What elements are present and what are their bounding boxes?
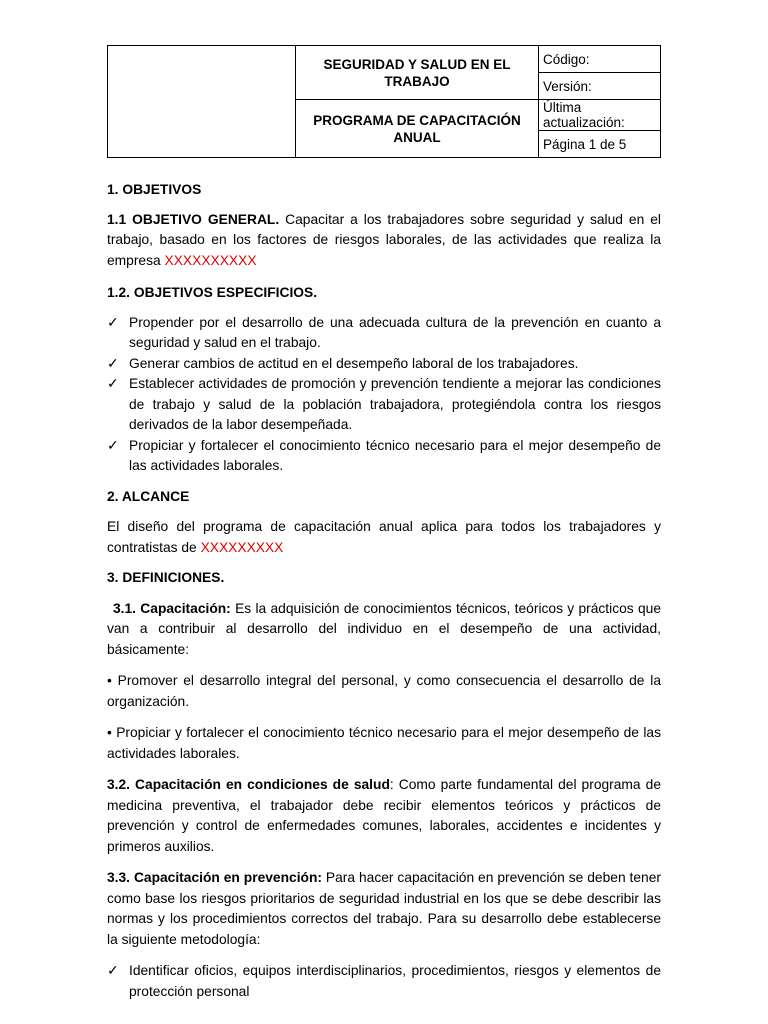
logo-cell	[108, 46, 296, 158]
definicion-bullet: • Propiciar y fortalecer el conocimiento técnico necesario para el mejor desempeño de las actividades laborales.	[107, 725, 661, 761]
objetivo-general-text: Capacitar a los trabajadores sobre seguridad y salud en el trabajo, basado en los factores de riesgos laborales, de las actividades que realiza la empresa	[107, 211, 661, 268]
company-placeholder: XXXXXXXXXX	[164, 252, 257, 268]
metodologia-list	[107, 961, 661, 1002]
checkmark-icon: ✓	[107, 376, 119, 391]
document-body	[107, 180, 661, 1002]
codigo-field: Código:	[539, 46, 661, 73]
objetivo-general-label: 1.1 OBJETIVO GENERAL.	[107, 211, 280, 227]
section-heading-especificos: 1.2. OBJETIVOS ESPECIFICIOS.	[107, 285, 318, 300]
list-item: ✓ Generar cambios de actitud en el desempeño laboral de los trabajadores.	[107, 354, 661, 375]
checkmark-icon: ✓	[107, 314, 119, 330]
checkmark-icon: ✓	[107, 963, 119, 978]
section-heading-alcance: 2. ALCANCE	[107, 488, 190, 504]
section-heading-objetivos: 1. OBJETIVOS	[107, 182, 202, 197]
section-heading-definiciones: 3. DEFINICIONES.	[107, 570, 225, 585]
definicion-condiciones-salud: 3.2. Capacitación en condiciones de salud: Como parte fundamental del programa de medicina preventiva, el trabajador debe recibir elementos teóricos y prácticos de prevención y control de enfermedades comunes, laborales, accidentes e incidentes y primeros auxilios.	[107, 777, 661, 854]
version-field: Versión:	[539, 73, 661, 100]
page-number: Página 1 de 5	[539, 131, 661, 158]
alcance-paragraph: El diseño del programa de capacitación anual aplica para todos los trabajadores y contratistas de XXXXXXXXX	[107, 519, 661, 555]
definicion-capacitacion: 3.1. Capacitación: Es la adquisición de conocimientos técnicos, teóricos y prácticos que van a contribuir al desarrollo del individuo en el desempeño de una actividad, básicamente:	[107, 600, 661, 657]
document-header-table	[107, 45, 661, 158]
list-item: ✓ Propiciar y fortalecer el conocimiento técnico necesario para el mejor desempeño de las actividades laborales.	[107, 437, 661, 473]
list-item: ✓ Identificar oficios, equipos interdisciplinarios, procedimientos, riesgos y elementos de protección personal	[107, 963, 661, 999]
last-update-field: Última actualización:	[539, 100, 661, 131]
company-placeholder: XXXXXXXXX	[200, 539, 284, 555]
definicion-bullet: • Promover el desarrollo integral del personal, y como consecuencia el desarrollo de la organización.	[107, 673, 661, 709]
checkmark-icon: ✓	[107, 355, 119, 371]
list-item: ✓ Propender por el desarrollo de una adecuada cultura de la prevención en cuanto a seguridad y salud en el trabajo.	[107, 314, 661, 350]
definicion-prevencion: 3.3. Capacitación en prevención: Para hacer capacitación en prevención se deben tener como base los riesgos prioritarios de seguridad industrial en los que se debe describir las normas y los procedimientos correctos del trabajo. Para su desarrollo debe establecerse la siguiente metodología:	[107, 870, 662, 947]
header-title: SEGURIDAD Y SALUD EN EL TRABAJO	[296, 46, 539, 100]
list-item: ✓ Establecer actividades de promoción y prevención tendiente a mejorar las condiciones de trabajo y salud de la población trabajadora, protegiéndola contra los riesgos derivados de la labor desempeñada.	[107, 376, 661, 432]
objetivos-list	[107, 313, 661, 477]
program-title: PROGRAMA DE CAPACITACIÓN ANUAL	[296, 100, 539, 158]
checkmark-icon: ✓	[107, 437, 119, 453]
objetivo-general-paragraph	[107, 210, 661, 272]
